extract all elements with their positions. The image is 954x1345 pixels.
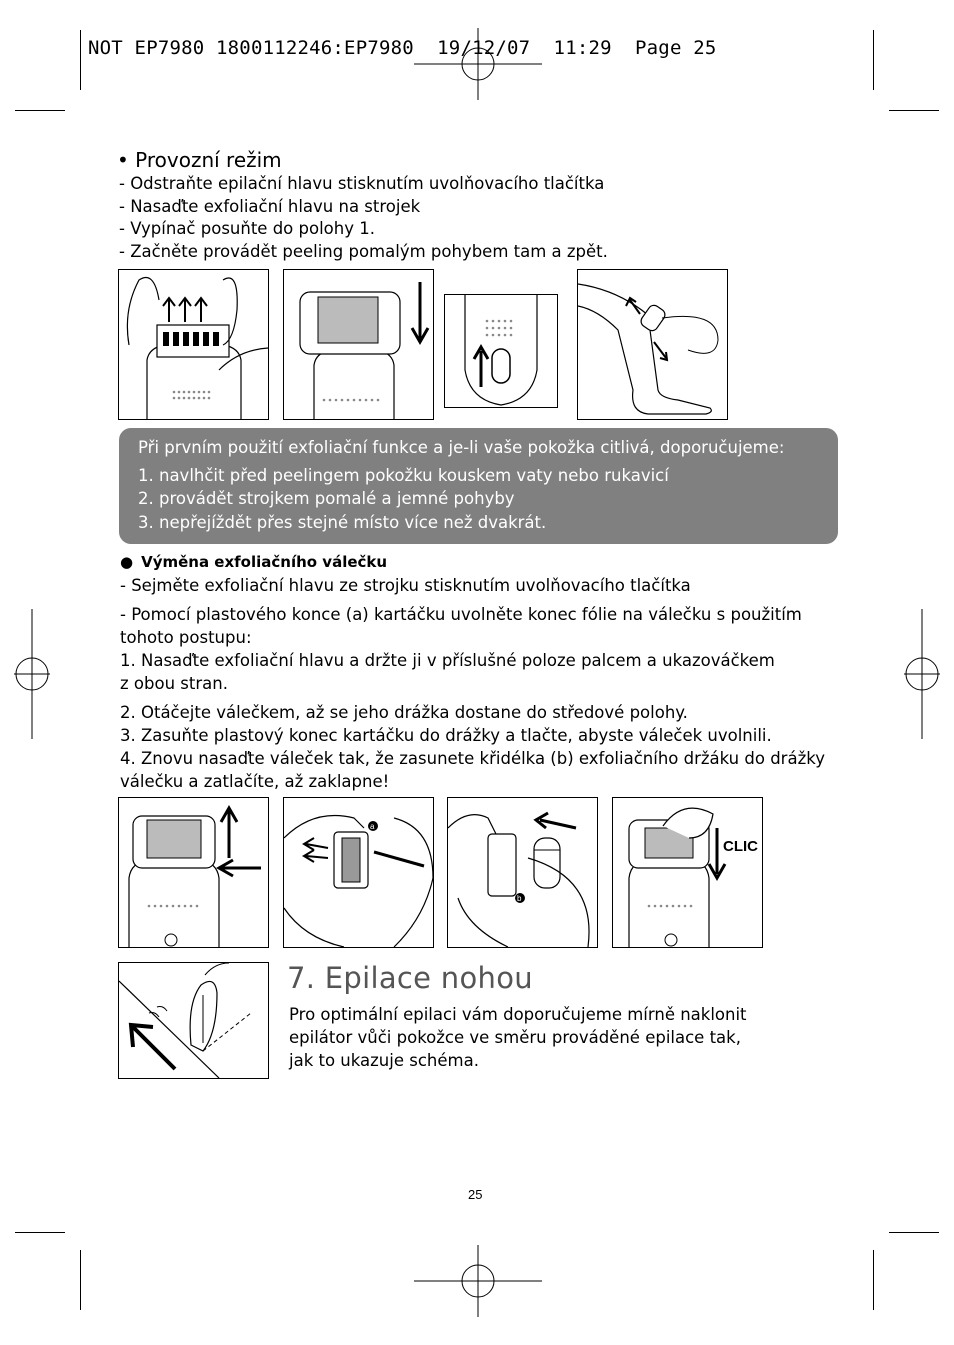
crop-mark [889, 1232, 939, 1233]
registration-mark-right [902, 607, 954, 741]
leg-epilation-paragraph [289, 1003, 809, 1072]
figure-leg-peeling [577, 269, 728, 420]
instruction-line: válečku a zatlačíte, až zaklapne! [120, 772, 390, 791]
figure-switch-position [444, 294, 558, 408]
registration-mark-left [0, 607, 52, 741]
instruction-line: - Sejměte exfoliační hlavu ze strojku stisknutím uvolňovacího tlačítka [120, 576, 691, 595]
step-line: - Vypínač posuňte do polohy 1. [119, 219, 375, 238]
roller-replacement-instructions [120, 574, 840, 793]
figure-epilator-angle [118, 962, 269, 1079]
crop-mark [889, 110, 939, 111]
registration-mark-bottom [410, 1243, 546, 1319]
instruction-line: 2. Otáčejte válečkem, až se jeho drážka dostane do středové polohy. [120, 703, 688, 722]
figure-attach-exfoliating-head [283, 269, 434, 420]
note-item: 1. navlhčit před peelingem pokožku kouskem vaty nebo rukavicí [138, 465, 669, 485]
crop-mark [873, 1250, 874, 1310]
instruction-line: - Pomocí plastového konce (a) kartáčku uvolněte konec fólie na válečku s použitím [120, 605, 802, 624]
paragraph-line: jak to ukazuje schéma. [289, 1051, 479, 1070]
page-number: 25 [468, 1187, 483, 1202]
clic-label: CLIC [723, 838, 758, 855]
crop-mark [80, 30, 81, 90]
crop-mark [80, 1250, 81, 1310]
note-item: 2. provádět strojkem pomalé a jemné pohyby [138, 489, 515, 508]
callout-a-label: a [370, 822, 375, 831]
callout-b-label: b [517, 894, 522, 903]
leg-epilation-title: 7. Epilace nohou [287, 961, 533, 995]
crop-mark [15, 1232, 65, 1233]
sensitive-skin-note [119, 428, 838, 544]
operating-mode-steps [119, 173, 608, 263]
crop-mark [15, 110, 65, 111]
step-line: - Začněte provádět peeling pomalým pohybem tam a zpět. [119, 241, 608, 261]
registration-mark-top [410, 26, 546, 102]
instruction-line: tohoto postupu: [120, 628, 252, 647]
figure-release-foil [283, 797, 434, 948]
bullet-icon: ● [120, 553, 134, 571]
roller-replacement-heading [120, 553, 387, 571]
roller-heading-text: Výměna exfoliačního válečku [141, 553, 388, 571]
crop-mark [873, 30, 874, 90]
operating-mode-heading: • Provozní režim [117, 148, 282, 172]
note-intro: Při prvním použití exfoliační funkce a je-li vaše pokožka citlivá, doporučujeme: [138, 438, 785, 457]
figure-roller-groove [447, 797, 598, 948]
figure-remove-head [118, 269, 269, 420]
figure-remove-exfoliating-head [118, 797, 269, 948]
step-line: - Nasaďte exfoliační hlavu na strojek [119, 196, 421, 216]
paragraph-line: epilátor vůči pokožce ve směru prováděné epilace tak, [289, 1028, 741, 1047]
figure-click-into-place [612, 797, 763, 948]
instruction-line: 4. Znovu nasaďte váleček tak, že zasunete křidélka (b) exfoliačního držáku do drážky [120, 749, 825, 768]
instruction-line: 1. Nasaďte exfoliační hlavu a držte ji v příslušné poloze palcem a ukazováčkem [120, 651, 775, 670]
paragraph-line: Pro optimální epilaci vám doporučujeme mírně naklonit [289, 1005, 747, 1024]
instruction-line: z obou stran. [120, 674, 228, 693]
instruction-line: 3. Zasuňte plastový konec kartáčku do drážky a tlačte, abyste váleček uvolnili. [120, 726, 772, 745]
print-slug-line: NOT EP7980 1800112246:EP7980 19/12/07 11:29 Page 25 [88, 37, 717, 59]
step-line: - Odstraňte epilační hlavu stisknutím uvolňovacího tlačítka [119, 174, 605, 193]
note-item: 3. nepřejíždět přes stejné místo více než dvakrát. [138, 512, 547, 532]
